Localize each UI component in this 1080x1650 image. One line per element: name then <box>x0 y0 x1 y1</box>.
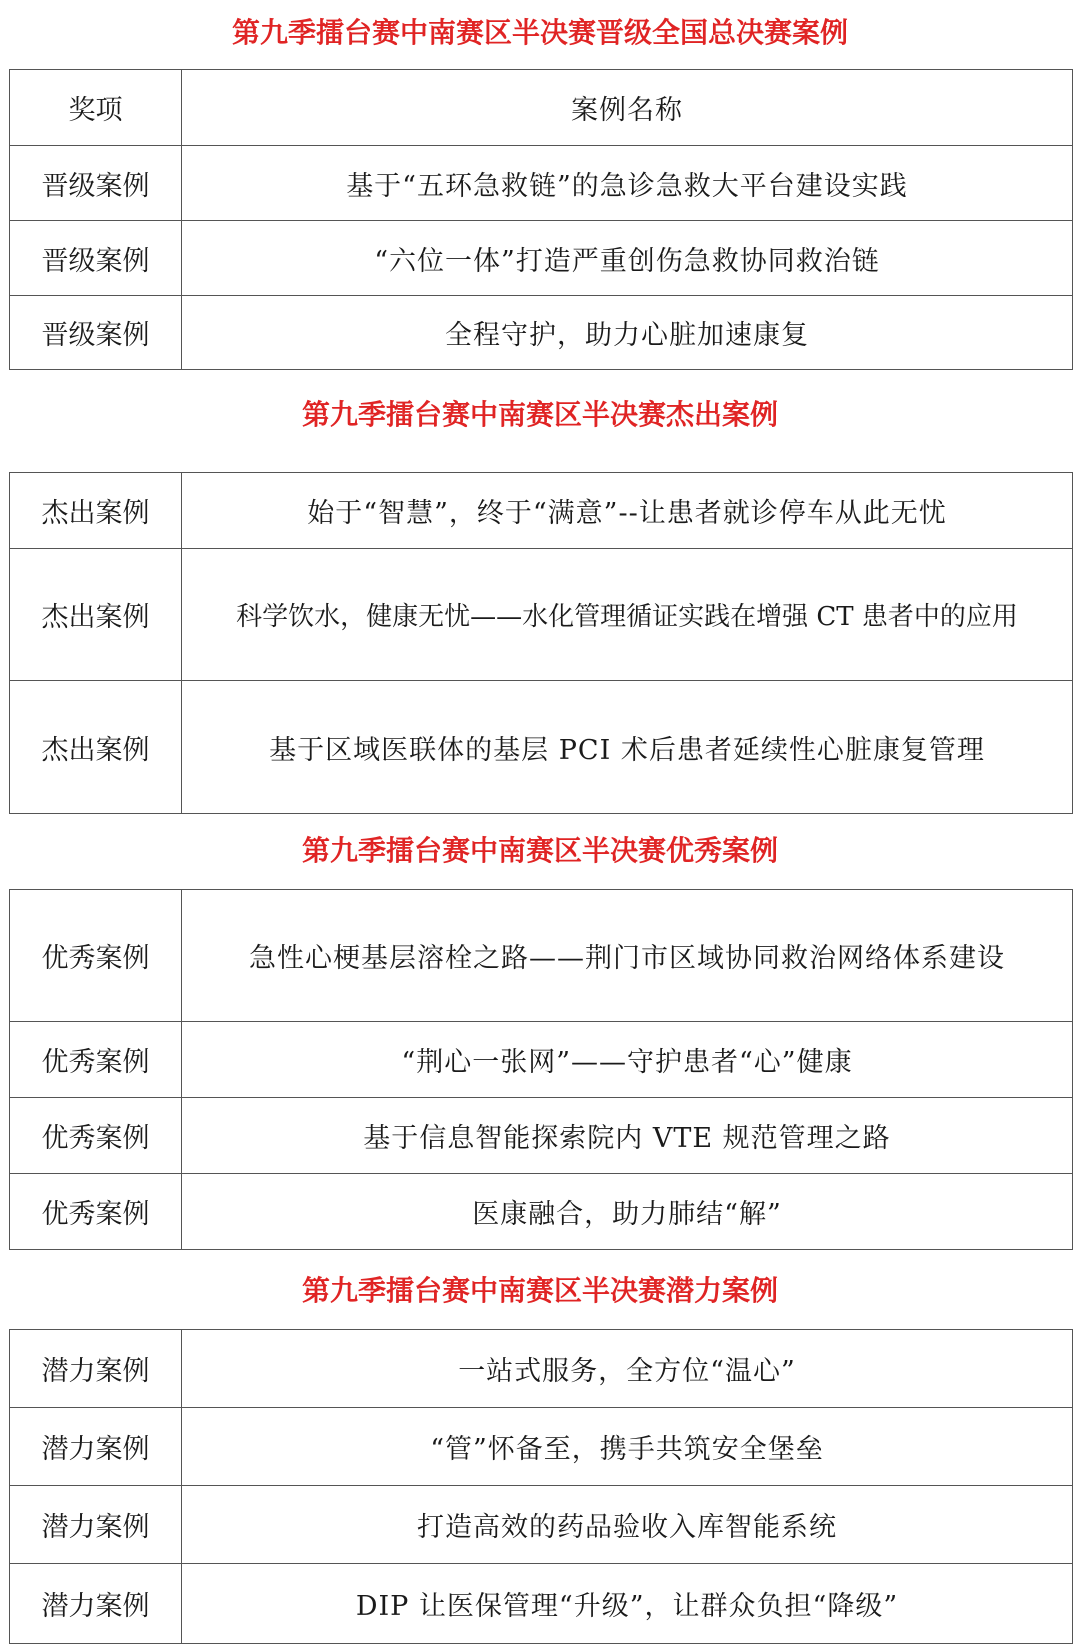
table-row <box>10 681 1073 814</box>
table-row <box>10 549 1073 681</box>
award-cell: 潜力案例 <box>10 1408 182 1486</box>
case-name-cell: “管”怀备至，携手共筑安全堡垒 <box>182 1408 1073 1486</box>
section-title-outstanding: 第九季擂台赛中南赛区半决赛杰出案例 <box>301 398 778 431</box>
award-cell: 优秀案例 <box>10 1098 182 1174</box>
award-cell: 优秀案例 <box>10 890 182 1022</box>
outstanding-table <box>9 472 1073 814</box>
table-row <box>10 146 1073 221</box>
case-name-cell: 基于信息智能探索院内 VTE 规范管理之路 <box>182 1098 1073 1174</box>
case-name-cell: 科学饮水，健康无忧——水化管理循证实践在增强 CT 患者中的应用 <box>182 549 1073 681</box>
header-case-name: 案例名称 <box>182 70 1073 146</box>
table-row <box>10 1408 1073 1486</box>
table-row <box>10 296 1073 370</box>
table-row <box>10 221 1073 296</box>
table-row <box>10 1330 1073 1408</box>
award-cell: 优秀案例 <box>10 1022 182 1098</box>
case-name-cell: 一站式服务，全方位“温心” <box>182 1330 1073 1408</box>
award-cell: 优秀案例 <box>10 1174 182 1250</box>
award-cell: 晋级案例 <box>10 296 182 370</box>
section-title-potential: 第九季擂台赛中南赛区半决赛潜力案例 <box>301 1274 778 1307</box>
table-row <box>10 473 1073 549</box>
case-name-cell: “六位一体”打造严重创伤急救协同救治链 <box>182 221 1073 296</box>
case-name-cell: 打造高效的药品验收入库智能系统 <box>182 1486 1073 1564</box>
header-award: 奖项 <box>10 70 182 146</box>
case-name-cell: 全程守护，助力心脏加速康复 <box>182 296 1073 370</box>
table-row <box>10 1564 1073 1644</box>
award-cell: 杰出案例 <box>10 549 182 681</box>
case-name-cell: DIP 让医保管理“升级”，让群众负担“降级” <box>182 1564 1073 1644</box>
case-name-cell: 急性心梗基层溶栓之路——荆门市区域协同救治网络体系建设 <box>182 890 1073 1022</box>
award-cell: 杰出案例 <box>10 681 182 814</box>
award-cell: 潜力案例 <box>10 1330 182 1408</box>
case-name-cell: 基于区域医联体的基层 PCI 术后患者延续性心脏康复管理 <box>182 681 1073 814</box>
award-cell: 潜力案例 <box>10 1564 182 1644</box>
table-row <box>10 1022 1073 1098</box>
table-row <box>10 1486 1073 1564</box>
case-name-cell: 医康融合，助力肺结“解” <box>182 1174 1073 1250</box>
case-name-cell: “荆心一张网”——守护患者“心”健康 <box>182 1022 1073 1098</box>
case-name-cell: 始于“智慧”，终于“满意”--让患者就诊停车从此无忧 <box>182 473 1073 549</box>
table-header-row <box>10 70 1073 146</box>
excellent-table <box>9 889 1073 1250</box>
table-row <box>10 890 1073 1022</box>
finalists-table <box>9 69 1073 370</box>
table-row <box>10 1174 1073 1250</box>
award-cell: 杰出案例 <box>10 473 182 549</box>
table-row <box>10 1098 1073 1174</box>
potential-table <box>9 1329 1073 1644</box>
section-title-excellent: 第九季擂台赛中南赛区半决赛优秀案例 <box>301 834 778 867</box>
case-name-cell: 基于“五环急救链”的急诊急救大平台建设实践 <box>182 146 1073 221</box>
award-cell: 晋级案例 <box>10 146 182 221</box>
section-title-finalists: 第九季擂台赛中南赛区半决赛晋级全国总决赛案例 <box>231 16 848 49</box>
award-cell: 晋级案例 <box>10 221 182 296</box>
award-cell: 潜力案例 <box>10 1486 182 1564</box>
